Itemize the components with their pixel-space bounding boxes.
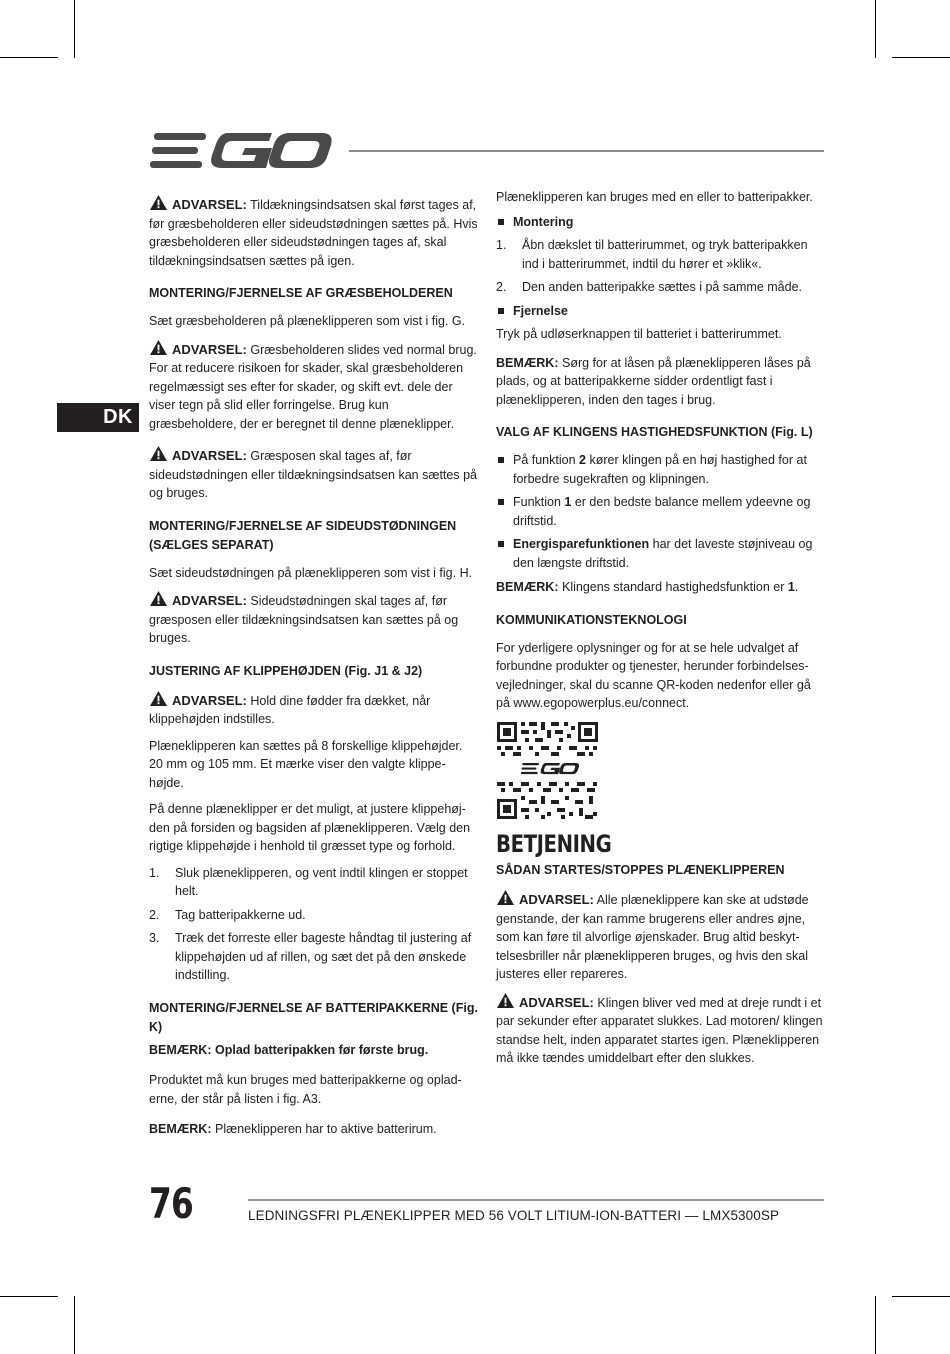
warning-icon [496, 889, 515, 906]
subheading-list [496, 302, 823, 321]
note-text-bold: 1 [787, 580, 795, 594]
crop-mark [74, 0, 75, 58]
list-number: 3. [149, 931, 160, 945]
steps-list [496, 236, 823, 297]
list-text: er den bedste balance mellem ydeevne og driftstid. [513, 495, 811, 528]
note-text: . [794, 580, 799, 594]
page-number: 76 [149, 1179, 194, 1228]
list-number: 1. [496, 238, 507, 252]
crop-mark [875, 1296, 876, 1354]
crop-mark [0, 1296, 58, 1297]
warning-block [149, 194, 479, 270]
paragraph: Produktet må kun bruges med batteripakkerne og oplad-erne, der står på listen i fig. A3. [149, 1073, 462, 1106]
list-number: 2. [496, 280, 507, 294]
warning-text: Sideudstødningen skal tages af, før græsposen eller tildækningsindsatsen kan sættes på og bruges. [149, 594, 459, 645]
header-rule [349, 150, 824, 152]
note-text: Sørg for at låsen på plæneklipperen låses på plads, og at batteripakkerne sidder ordentligt fast i plæneklipperen, inden den tages i brug. [496, 355, 811, 407]
warning-label: ADVARSEL: [172, 448, 247, 463]
bullet-icon [498, 308, 504, 314]
list-item [149, 864, 479, 901]
list-text: Funktion [513, 495, 565, 509]
ego-logo [150, 130, 332, 172]
warning-block [149, 339, 479, 434]
right-column [496, 188, 823, 1076]
warning-label: ADVARSEL: [172, 197, 247, 212]
paragraph: Sæt sideudstødningen på plæneklipperen som vist i fig. H. [149, 565, 473, 580]
list-text: Tag batteripakkerne ud. [175, 907, 306, 922]
list-item [149, 929, 479, 985]
warning-icon [149, 690, 168, 707]
warning-label: ADVARSEL: [172, 593, 247, 608]
warning-block [149, 445, 479, 503]
crop-mark [875, 0, 876, 58]
subheading: Montering [513, 214, 574, 229]
warning-block [496, 889, 823, 984]
warning-label: ADVARSEL: [519, 994, 594, 1010]
warning-icon [149, 339, 168, 356]
list-item [496, 278, 823, 297]
list-text: Den anden batteripakke sættes i på samme måde. [522, 280, 803, 294]
bullet-icon [498, 457, 504, 463]
section-heading: JUSTERING AF KLIPPEHØJDEN (Fig. J1 & J2) [149, 663, 423, 678]
list-item [496, 451, 823, 488]
list-text: Sluk plæneklipperen, og vent indtil klingen er stoppet helt. [175, 865, 468, 898]
paragraph: Sæt græsbeholderen på plæneklipperen som vist i fig. G. [149, 314, 466, 328]
paragraph: Tryk på udløserknappen til batteriet i batterirummet. [496, 327, 782, 341]
bullet-icon [498, 499, 504, 505]
note-label: BEMÆRK: [149, 1122, 212, 1136]
bullet-list [496, 451, 823, 572]
list-text: kører klingen på en høj hastighed for at forbedre sugekraften og klipningen. [513, 453, 807, 486]
list-number: 2. [149, 907, 160, 922]
note-block [496, 354, 823, 410]
warning-label: ADVARSEL: [172, 341, 247, 357]
list-item [149, 906, 479, 925]
list-text: Åbn dækslet til batterirummet, og tryk batteripakken ind i batterirummet, indtil du hører et »klik«. [522, 238, 808, 271]
paragraph: På denne plæneklipper er det muligt, at justere klippehøj-den på forsiden og bagsiden af plæneklipperen. Vælg den rigtige klippehøjde i henhold til græsset type og forhold. [149, 802, 471, 853]
warning-text: Tildækningsindsatsen skal først tages af, før græsbeholderen eller sideudstødningen sættes på. Hvis græsbeholderen eller sideudstødningen tages af, skal tildækningsindsatsen sættes på igen. [149, 198, 478, 268]
list-item [496, 493, 823, 530]
section-heading: VALG AF KLINGENS HASTIGHEDSFUNKTION (Fig. L) [496, 425, 813, 439]
note-text: Plæneklipperen har to aktive batterirum. [214, 1122, 437, 1136]
warning-label: ADVARSEL: [519, 892, 594, 907]
paragraph: Plæneklipperen kan bruges med en eller to batteripakker. [496, 190, 813, 204]
paragraph: For yderligere oplysninger og for at se hele udvalget af forbundne produkter og tjenester, herunder forbindelses-vejledninger, skal du scanne QR-koden nedenfor eller gå på www.egopowerplus.eu/connect. [496, 640, 811, 710]
list-text-bold: Energisparefunktionen [513, 537, 650, 551]
steps-list [149, 864, 479, 985]
note-label: BEMÆRK: [149, 1042, 212, 1057]
warning-icon [149, 194, 168, 211]
warning-text: Klingen bliver ved med at dreje rundt i et par sekunder efter apparatet slukkes. Lad motoren/ klingen standse helt, inden apparatet startes igen. Plæneklipperen må ikke tændes umiddelbart efter den slukkes. [496, 995, 823, 1065]
note-block [149, 1041, 479, 1060]
warning-label: ADVARSEL: [172, 692, 247, 708]
paragraph: Plæneklipperen kan sættes på 8 forskellige klippehøjder. 20 mm og 105 mm. Et mærke viser den valgte klippe-højde. [149, 738, 463, 790]
section-heading: SÅDAN STARTES/STOPPES PLÆNEKLIPPEREN [496, 863, 785, 877]
list-text: har det laveste støjniveau og den længste driftstid. [513, 537, 813, 570]
language-tab: DK [57, 403, 139, 432]
list-text: Træk det forreste eller bageste håndtag til justering af klippehøjden ud af rillen, og sæt det på den ønskede indstilling. [175, 931, 472, 982]
list-text-bold: 1 [564, 495, 572, 509]
crop-mark [892, 57, 950, 58]
crop-mark [0, 57, 58, 58]
warning-text: Alle plæneklippere kan ske at udstøde genstande, der kan ramme brugerens eller andres øjne, som kan føre til alvorlige øjenskader. Brug altid beskyt-telsesbriller når plæneklipperen bruges, og hvis den skal justeres eller repareres. [496, 893, 809, 981]
note-label: BEMÆRK: [496, 580, 559, 594]
list-item [496, 302, 823, 321]
list-item [496, 213, 823, 232]
bullet-icon [498, 219, 504, 225]
warning-text: Græsposen skal tages af, før sideudstødningen eller tildækningsindsatsen kan sættes på og bruges. [149, 449, 477, 500]
warning-icon [149, 590, 168, 607]
list-item [496, 535, 823, 572]
section-heading: MONTERING/FJERNELSE AF BATTERIPAKKERNE (Fig. K) [149, 1000, 478, 1034]
warning-text: Hold dine fødder fra dækket, når klippehøjden indstilles. [149, 693, 431, 726]
left-column [149, 194, 479, 1147]
list-number: 1. [149, 865, 160, 880]
note-text: Klingens standard hastighedsfunktion er [561, 580, 788, 594]
crop-mark [892, 1296, 950, 1297]
warning-block [149, 590, 479, 648]
section-heading: MONTERING/FJERNELSE AF SIDEUDSTØDNINGEN (SÆLGES SEPARAT) [149, 518, 457, 552]
subheading: Fjernelse [513, 303, 568, 318]
note-label: BEMÆRK: [496, 355, 559, 370]
warning-icon [496, 992, 515, 1009]
warning-text: Græsbeholderen slides ved normal brug. For at reducere risikoen for skader, skal græsbeholderen regelmæssigt ses efter for skader, og skift evt. dele der viser tegn på slid eller forringelse. Brug kun græsbeholdere, der er beregnet til denne plæneklipper. [149, 342, 477, 431]
section-title: BETJENING [496, 829, 612, 858]
section-heading: MONTERING/FJERNELSE AF GRÆSBEHOLDEREN [149, 286, 453, 300]
list-text-bold: 2 [579, 453, 586, 467]
list-item [496, 236, 823, 273]
qr-code[interactable] [496, 721, 601, 821]
footer-title: LEDNINGSFRI PLÆNEKLIPPER MED 56 VOLT LITIUM-ION-BATTERI — LMX5300SP [248, 1208, 780, 1223]
note-text: Oplad batteripakken før første brug. [214, 1042, 429, 1057]
bullet-icon [498, 541, 504, 547]
crop-mark [74, 1296, 75, 1354]
section-heading: KOMMUNIKATIONSTEKNOLOGI [496, 612, 687, 627]
warning-block [149, 690, 479, 729]
list-text: På funktion [513, 453, 580, 467]
footer-rule [248, 1199, 824, 1201]
warning-icon [149, 445, 168, 462]
note-block [496, 578, 823, 597]
subheading-list [496, 213, 823, 232]
note-block [149, 1120, 479, 1139]
warning-block [496, 992, 823, 1068]
